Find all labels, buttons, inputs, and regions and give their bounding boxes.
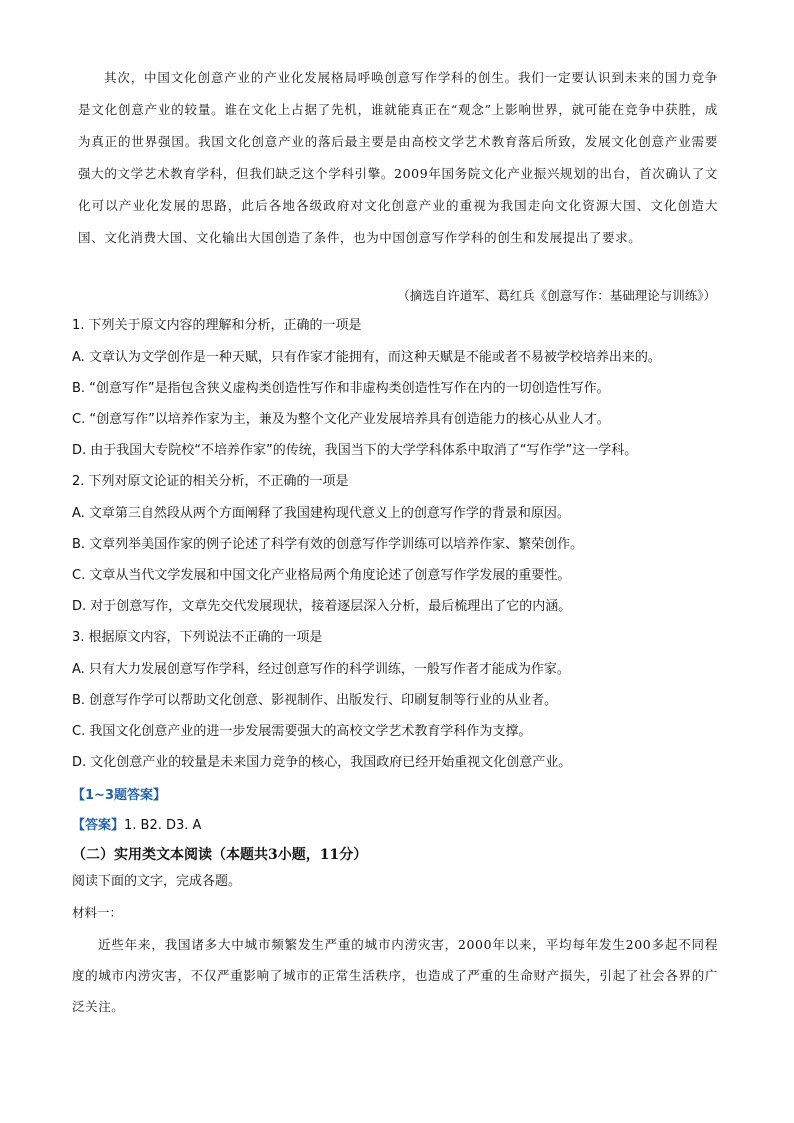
question-3-option-a: A. 只有大力发展创意写作学科，经过创意写作的科学训练，一般写作者才能成为作家。 — [72, 662, 570, 677]
source-note: （摘选自许道军、葛红兵《创意写作：基础理论与训练》） — [397, 288, 716, 303]
answer-tag: 【答案】 — [72, 818, 125, 833]
question-3-option-d: D. 文化创意产业的较量是未来国力竞争的核心，我国政府已经开始重视文化创意产业。 — [72, 755, 572, 770]
question-2-option-d: D. 对于创意写作，文章先交代发展现状，接着逐层深入分析，最后梳理出了它的内涵。 — [72, 599, 572, 614]
question-1-option-a: A. 文章认为文学创作是一种天赋，只有作家才能拥有，而这种天赋是不能或者不易被学校培养出来的。 — [72, 350, 661, 365]
material-paragraph: 近些年来，我国诸多大中城市频繁发生严重的城市内涝灾害，2000年以来，平均每年发生200多起不同程度的城市内涝灾害，不仅严重影响了城市的正常生活秩序，也造成了严重的生命财产损失，引起了社会各界的广泛关注。 — [72, 937, 718, 1014]
question-2-option-c: C. 文章从当代文学发展和中国文化产业格局两个角度论述了创意写作学发展的重要性。 — [72, 568, 571, 583]
question-2-stem: 2. 下列对原文论证的相关分析，不正确的一项是 — [72, 474, 349, 489]
answer-line — [72, 816, 722, 836]
question-3-option-b: B. 创意写作学可以帮助文化创意、影视制作、出版发行、印刷复制等行业的从业者。 — [72, 693, 558, 708]
answer-text: 1. B2. D3. A — [124, 818, 202, 833]
answer-header: 【1~3题答案】 — [72, 788, 166, 803]
question-3-stem: 3. 根据原文内容，下列说法不正确的一项是 — [72, 630, 323, 645]
question-1-stem: 1. 下列关于原文内容的理解和分析，正确的一项是 — [72, 318, 362, 333]
question-1-option-b: B. “创意写作”是指包含狭义虚构类创造性写作和非虚构类创造性写作在内的一切创造性写作。 — [72, 381, 610, 396]
instruction-text: 阅读下面的文字，完成各题。 — [72, 874, 242, 889]
section-heading: （二）实用类文本阅读（本题共3小题，11分） — [72, 847, 368, 863]
material-label: 材料一： — [72, 905, 123, 920]
question-3-option-c: C. 我国文化创意产业的进一步发展需要强大的高校文学艺术教育学科作为支撑。 — [72, 724, 532, 739]
question-1-option-d: D. 由于我国大专院校“不培养作家”的传统，我国当下的大学学科体系中取消了“写作学”这一学科。 — [72, 443, 638, 458]
question-2-option-b: B. 文章列举美国作家的例子论述了科学有效的创意写作学训练可以培养作家、繁荣创作。 — [72, 537, 584, 552]
passage-paragraph: 其次，中国文化创意产业的产业化发展格局呼唤创意写作学科的创生。我们一定要认识到未来的国力竞争是文化创意产业的较量。谁在文化上占据了先机，谁就能真正在“观念”上影响世界，就可能在竞争中获胜，成为真正的世界强国。我国文化创意产业的落后最主要是由高校文学艺术教育落后所致，发展文化创意产业需要强大的文学艺术教育学科，但我们缺乏这个学科引擎。2009年国务院文化产业振兴规划的出台，首次确认了文化可以产业化发展的思路，此后各地各级政府对文化创意产业的重视为我国走向文化资源大国、文化创造大国、文化消费大国、文化输出大国创造了条件，也为中国创意写作学科的创生和发展提出了要求。 — [78, 70, 718, 245]
question-2-option-a: A. 文章第三自然段从两个方面阐释了我国建构现代意义上的创意写作学的背景和原因。 — [72, 506, 570, 521]
question-1-option-c: C. “创意写作”以培养作家为主，兼及为整个文化产业发展培养具有创造能力的核心从业人才。 — [72, 412, 610, 427]
